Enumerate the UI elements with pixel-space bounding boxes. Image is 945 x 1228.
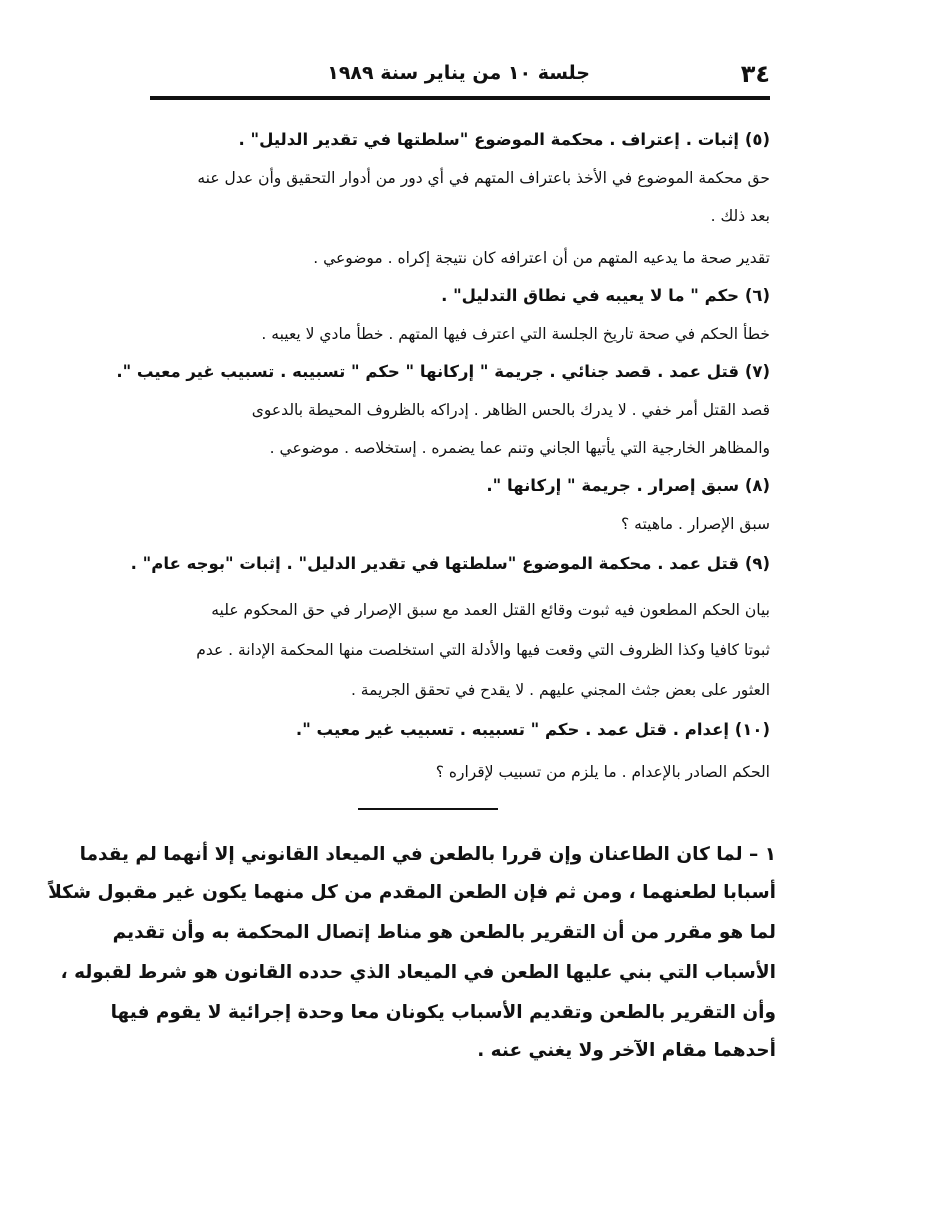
summary-text: بعد ذلك .: [710, 207, 770, 225]
summary-text: حق محكمة الموضوع في الأخذ باعتراف المتهم في أي دور من أدوار التحقيق وأن عدل عنه: [197, 169, 770, 187]
section-divider: [358, 808, 498, 810]
summary-text: سبق الإصرار . ماهيته ؟: [621, 515, 770, 533]
summary-text: ثبوتا كافيا وكذا الظروف التي وقعت فيها والأدلة التي استخلصت منها المحكمة الإدانة . عدم: [196, 641, 770, 659]
page-header: [150, 52, 770, 96]
summary-text: العثور على بعض جثث المجني عليهم . لا يقدح في تحقق الجريمة .: [350, 681, 770, 699]
body-paragraph-line: وأن التقرير بالطعن وتقديم الأسباب يكونان معا وحدة إجرائية لا يقوم فيها: [110, 1002, 776, 1023]
body-paragraph-line: الأسباب التي بني عليها الطعن في الميعاد الذي حدده القانون هو شرط لقبوله ،: [60, 962, 776, 983]
body-paragraph-line: ١ – لما كان الطاعنان وإن قررا بالطعن في الميعاد القانوني إلا أنهما لم يقدما: [79, 844, 776, 865]
summary-heading: (٧) قتل عمد . قصد جنائي . جريمة " إركانها " حكم " تسبيبه . تسبيب غير معيب ".: [116, 362, 770, 381]
summary-heading: (١٠) إعدام . قتل عمد . حكم " تسبيبه . تسبيب غير معيب ".: [295, 720, 770, 739]
summary-text: خطأ الحكم في صحة تاريخ الجلسة التي اعترف فيها المتهم . خطأ مادي لا يعيبه .: [261, 325, 770, 343]
header-rule: [150, 96, 770, 100]
session-title: جلسة ١٠ من يناير سنة ١٩٨٩: [327, 62, 590, 84]
body-paragraph-line: أسبابا لطعنهما ، ومن ثم فإن الطعن المقدم من كل منهما يكون غير مقبول شكلاً: [48, 882, 776, 903]
body-paragraph-line: أحدهما مقام الآخر ولا يغني عنه .: [477, 1040, 776, 1061]
summary-text: بيان الحكم المطعون فيه ثبوت وقائع القتل العمد مع سبق الإصرار في حق المحكوم عليه: [211, 601, 770, 619]
summary-text: الحكم الصادر بالإعدام . ما يلزم من تسبيب لإقراره ؟: [435, 763, 770, 781]
summary-heading: (٦) حكم " ما لا يعيبه في نطاق التدليل" .: [441, 286, 770, 305]
page-number: ٣٤: [740, 60, 770, 88]
summary-text: والمظاهر الخارجية التي يأتيها الجاني وتنم عما يضمره . إستخلاصه . موضوعي .: [269, 439, 770, 457]
summary-text: قصد القتل أمر خفي . لا يدرك بالحس الظاهر . إدراكه بالظروف المحيطة بالدعوى: [251, 401, 770, 419]
summary-text: تقدير صحة ما يدعيه المتهم من أن اعترافه كان نتيجة إكراه . موضوعي .: [313, 249, 770, 267]
summary-heading: (٨) سبق إصرار . جريمة " إركانها ".: [486, 476, 770, 495]
body-paragraph-line: لما هو مقرر من أن التقرير بالطعن هو مناط إتصال المحكمة به وأن تقديم: [112, 922, 776, 943]
summary-heading: (٥) إثبات . إعتراف . محكمة الموضوع "سلطتها في تقدير الدليل" .: [238, 130, 770, 149]
summary-heading: (٩) قتل عمد . محكمة الموضوع "سلطتها في تقدير الدليل" . إثبات "بوجه عام" .: [130, 554, 770, 573]
